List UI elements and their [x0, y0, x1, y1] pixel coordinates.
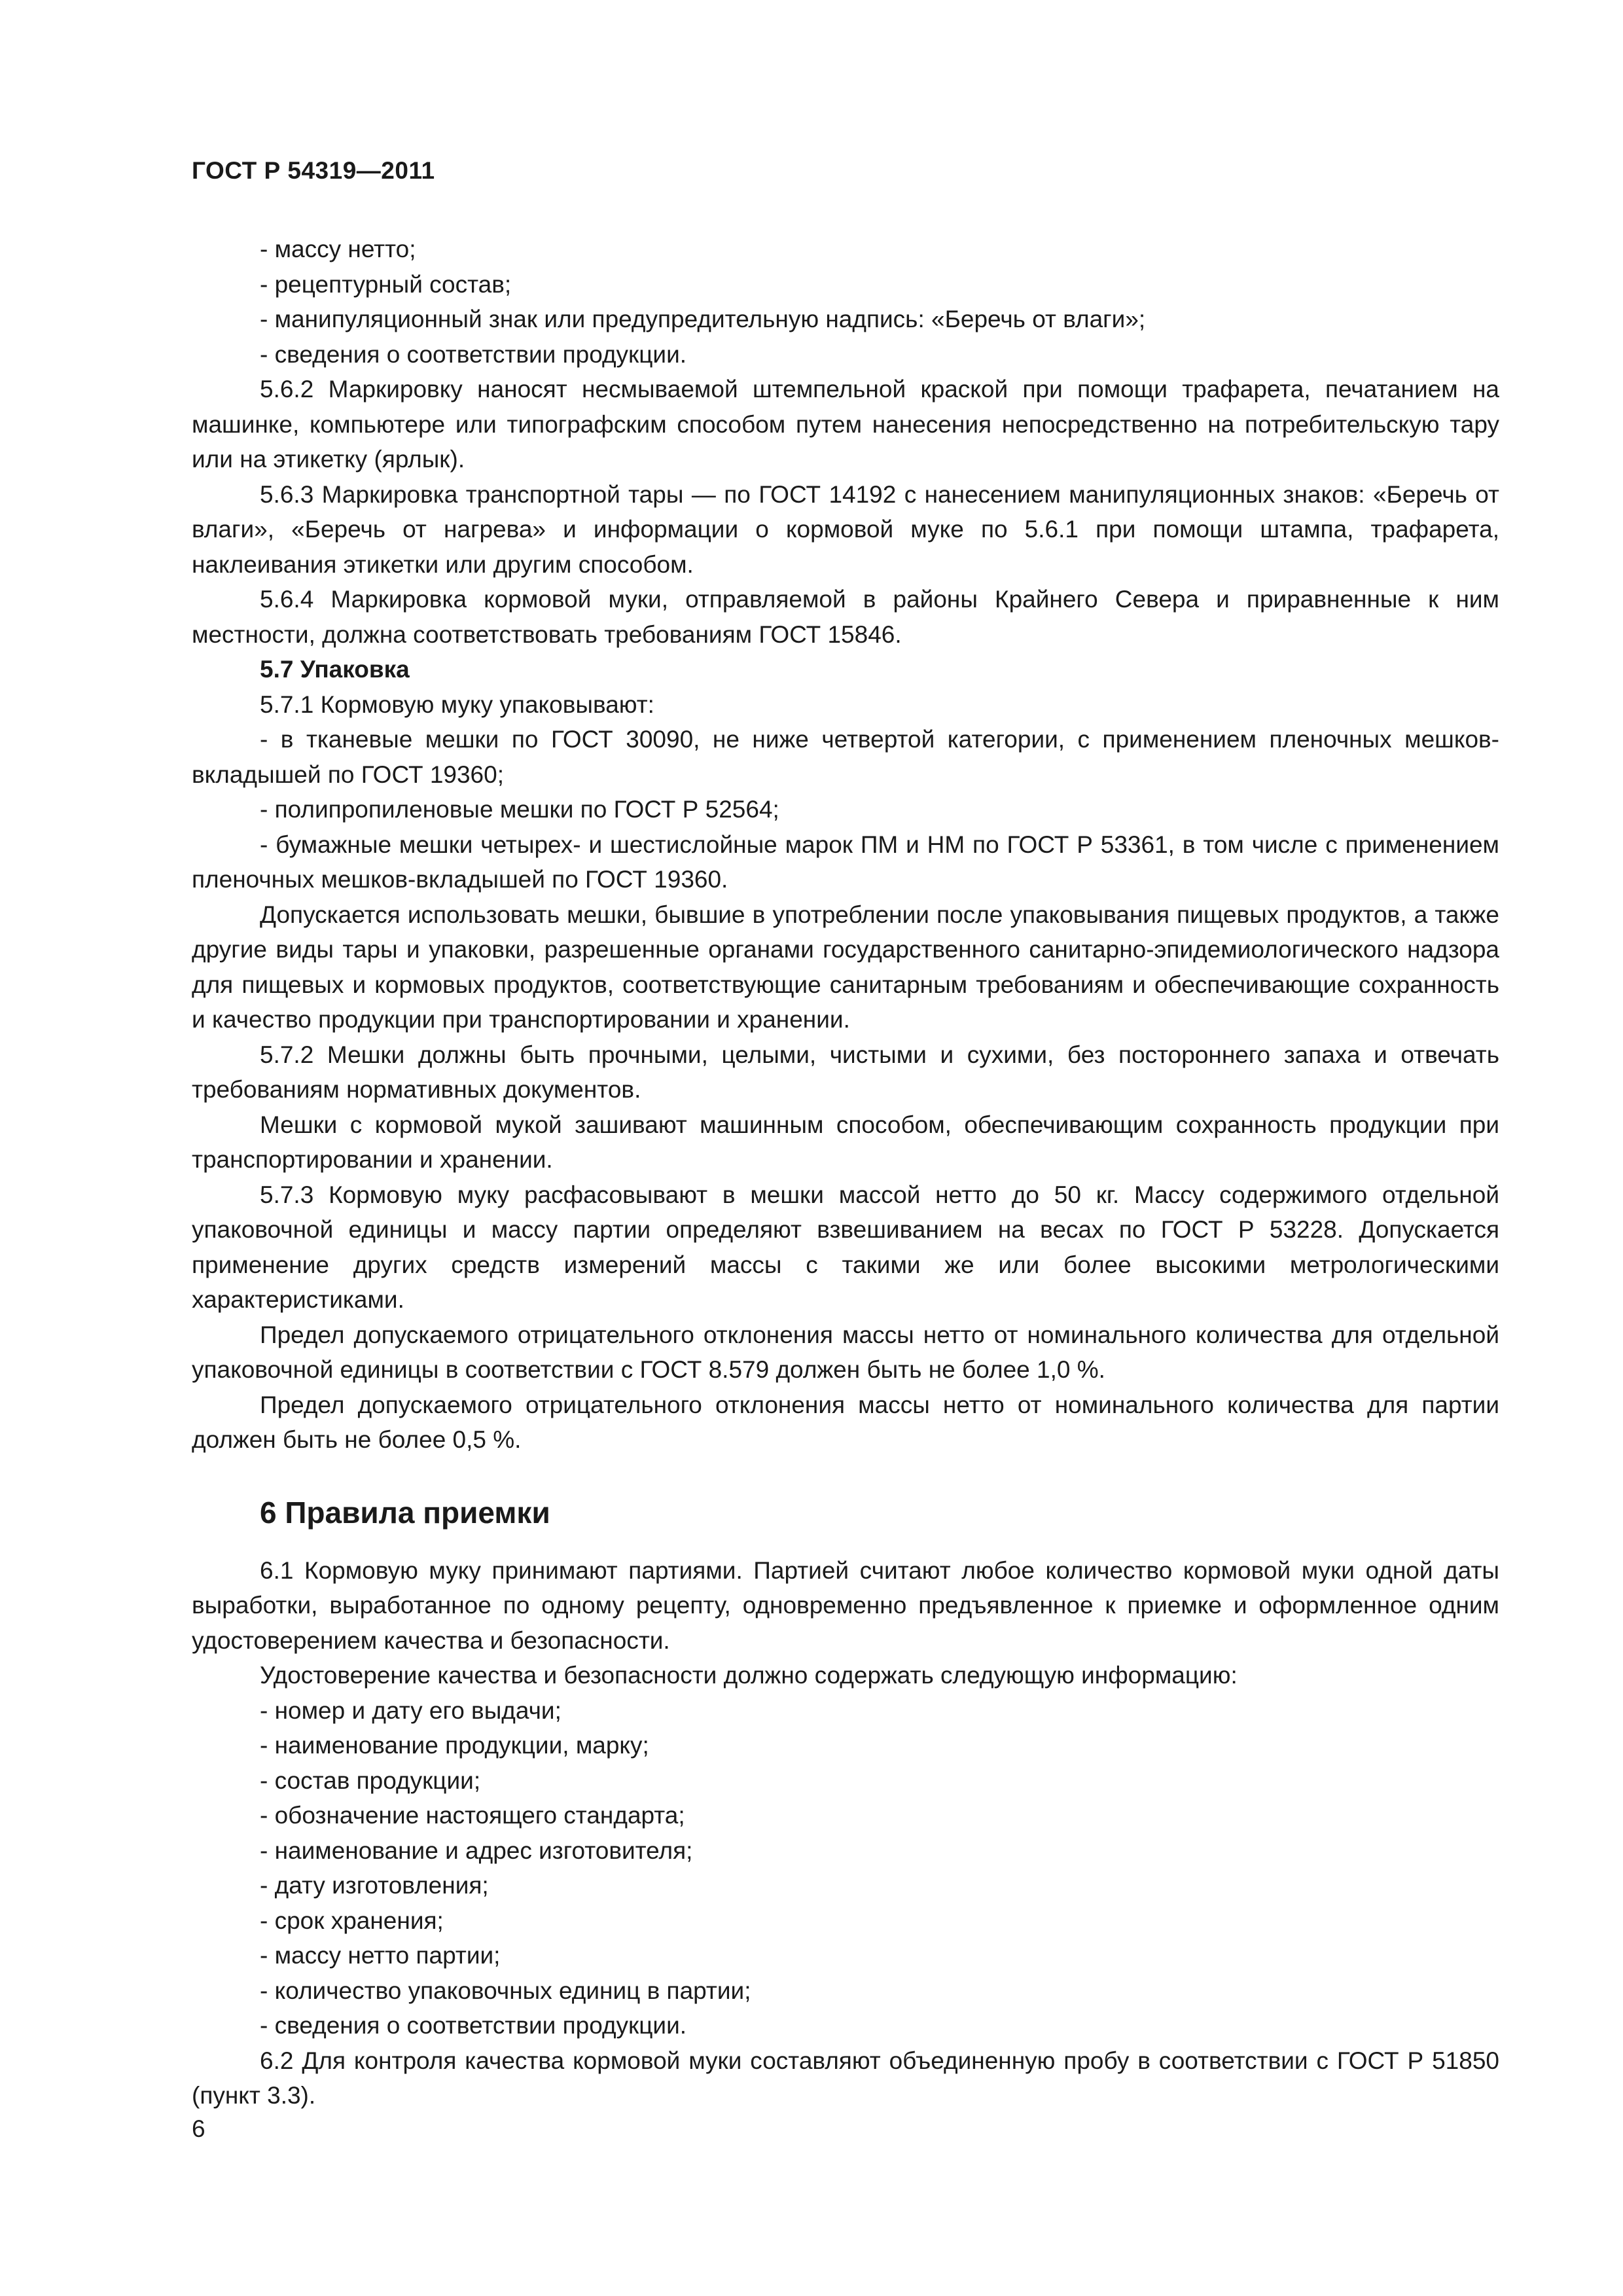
paragraph-limit-unit: Предел допускаемого отрицательного отклонения массы нетто от номинального количества для отдельной упаковочной единицы в соответствии с ГОСТ 8.579 должен быть не более 1,0 %. [192, 1321, 1499, 1383]
paragraph-certificate: Удостоверение качества и безопасности должно содержать следующую информацию: [260, 1662, 1238, 1689]
list-item: - массу нетто партии; [260, 1942, 501, 1969]
paragraph-6-1: 6.1 Кормовую муку принимают партиями. Партией считают любое количество кормовой муки одной даты выработки, выработанное по одному рецепту, одновременно предъявленное к приемке и оформленное одним удостоверением качества и безопасности. [192, 1556, 1499, 1654]
document-page [192, 157, 1499, 2113]
subsection-heading-5-7: 5.7 Упаковка [260, 656, 410, 683]
list-item: - рецептурный состав; [260, 270, 512, 298]
document-header: ГОСТ Р 54319—2011 [192, 157, 435, 184]
list-item: - количество упаковочных единиц в партии; [260, 1977, 751, 2004]
paragraph-5-7-1: 5.7.1 Кормовую муку упаковывают: [260, 691, 654, 718]
list-item: - обозначение настоящего стандарта; [260, 1802, 685, 1829]
list-item: - наименование продукции, марку; [260, 1732, 649, 1759]
page-number: 6 [192, 2115, 205, 2142]
paragraph-5-6-2: 5.6.2 Маркировку наносят несмываемой штемпельной краской при помощи трафарета, печатанием на машинке, компьютере или типографским способом путем нанесения непосредственно на потребительскую тару или на этикетку (ярлык). [192, 376, 1499, 473]
list-item: - манипуляционный знак или предупредительную надпись: «Беречь от влаги»; [260, 306, 1146, 332]
list-item: - массу нетто; [260, 236, 416, 262]
list-item: - в тканевые мешки по ГОСТ 30090, не ниже четвертой категории, с применением пленочных мешков-вкладышей по ГОСТ 19360; [192, 726, 1499, 788]
paragraph-5-6-3: 5.6.3 Маркировка транспортной тары — по ГОСТ 14192 с нанесением манипуляционных знаков: «Беречь от влаги», «Беречь от нагрева» и информации о кормовой муке по 5.6.1 при помощи штампа, трафарета, наклеивания этикетки или другим способом. [192, 480, 1499, 578]
section-heading-6: 6 Правила приемки [260, 1495, 550, 1530]
paragraph-allowed-bags: Допускается использовать мешки, бывшие в употреблении после упаковывания пищевых продуктов, а также другие виды тары и упаковки, разрешенные органами государственного санитарно-эпидемиологического надзора для пищевых и кормовых продуктов, соответствующие санитарным требованиям и обеспечивающие сохранность и качество продукции при транспортировании и хранении. [192, 901, 1499, 1033]
document-body [192, 232, 1499, 1458]
list-item: - дату изготовления; [260, 1872, 489, 1899]
paragraph-5-6-4: 5.6.4 Маркировка кормовой муки, отправляемой в районы Крайнего Севера и приравненные к ним местности, должна соответствовать требованиям ГОСТ 15846. [192, 586, 1499, 648]
paragraph-limit-batch: Предел допускаемого отрицательного отклонения массы нетто от номинального количества для партии должен быть не более 0,5 %. [192, 1391, 1499, 1453]
list-item: - срок хранения; [260, 1907, 444, 1934]
list-item: - сведения о соответствии продукции. [260, 340, 687, 368]
paragraph-6-2: 6.2 Для контроля качества кормовой муки составляют объединенную пробу в соответствии с ГОСТ Р 51850 (пункт 3.3). [192, 2047, 1499, 2109]
list-item: - сведения о соответствии продукции. [260, 2012, 687, 2039]
list-item: - состав продукции; [260, 1767, 481, 1794]
section-6-body [192, 1553, 1499, 2113]
list-item: - бумажные мешки четырех- и шестислойные марок ПМ и НМ по ГОСТ Р 53361, в том числе с применением пленочных мешков-вкладышей по ГОСТ 19360. [192, 831, 1499, 893]
list-item: - полипропиленовые мешки по ГОСТ Р 52564; [260, 796, 779, 823]
list-item: - номер и дату его выдачи; [260, 1696, 562, 1724]
paragraph-sewn-bags: Мешки с кормовой мукой зашивают машинным способом, обеспечивающим сохранность продукции при транспортировании и хранении. [192, 1111, 1499, 1173]
paragraph-5-7-3: 5.7.3 Кормовую муку расфасовывают в мешки массой нетто до 50 кг. Массу содержимого отдельной упаковочной единицы и массу партии определяют взвешиванием на весах по ГОСТ Р 53228. Допускается применение других средств измерений массы с такими же или более высокими метрологическими характеристиками. [192, 1181, 1499, 1313]
paragraph-5-7-2: 5.7.2 Мешки должны быть прочными, целыми, чистыми и сухими, без постороннего запаха и отвечать требованиям нормативных документов. [192, 1041, 1499, 1103]
list-item: - наименование и адрес изготовителя; [260, 1837, 693, 1864]
